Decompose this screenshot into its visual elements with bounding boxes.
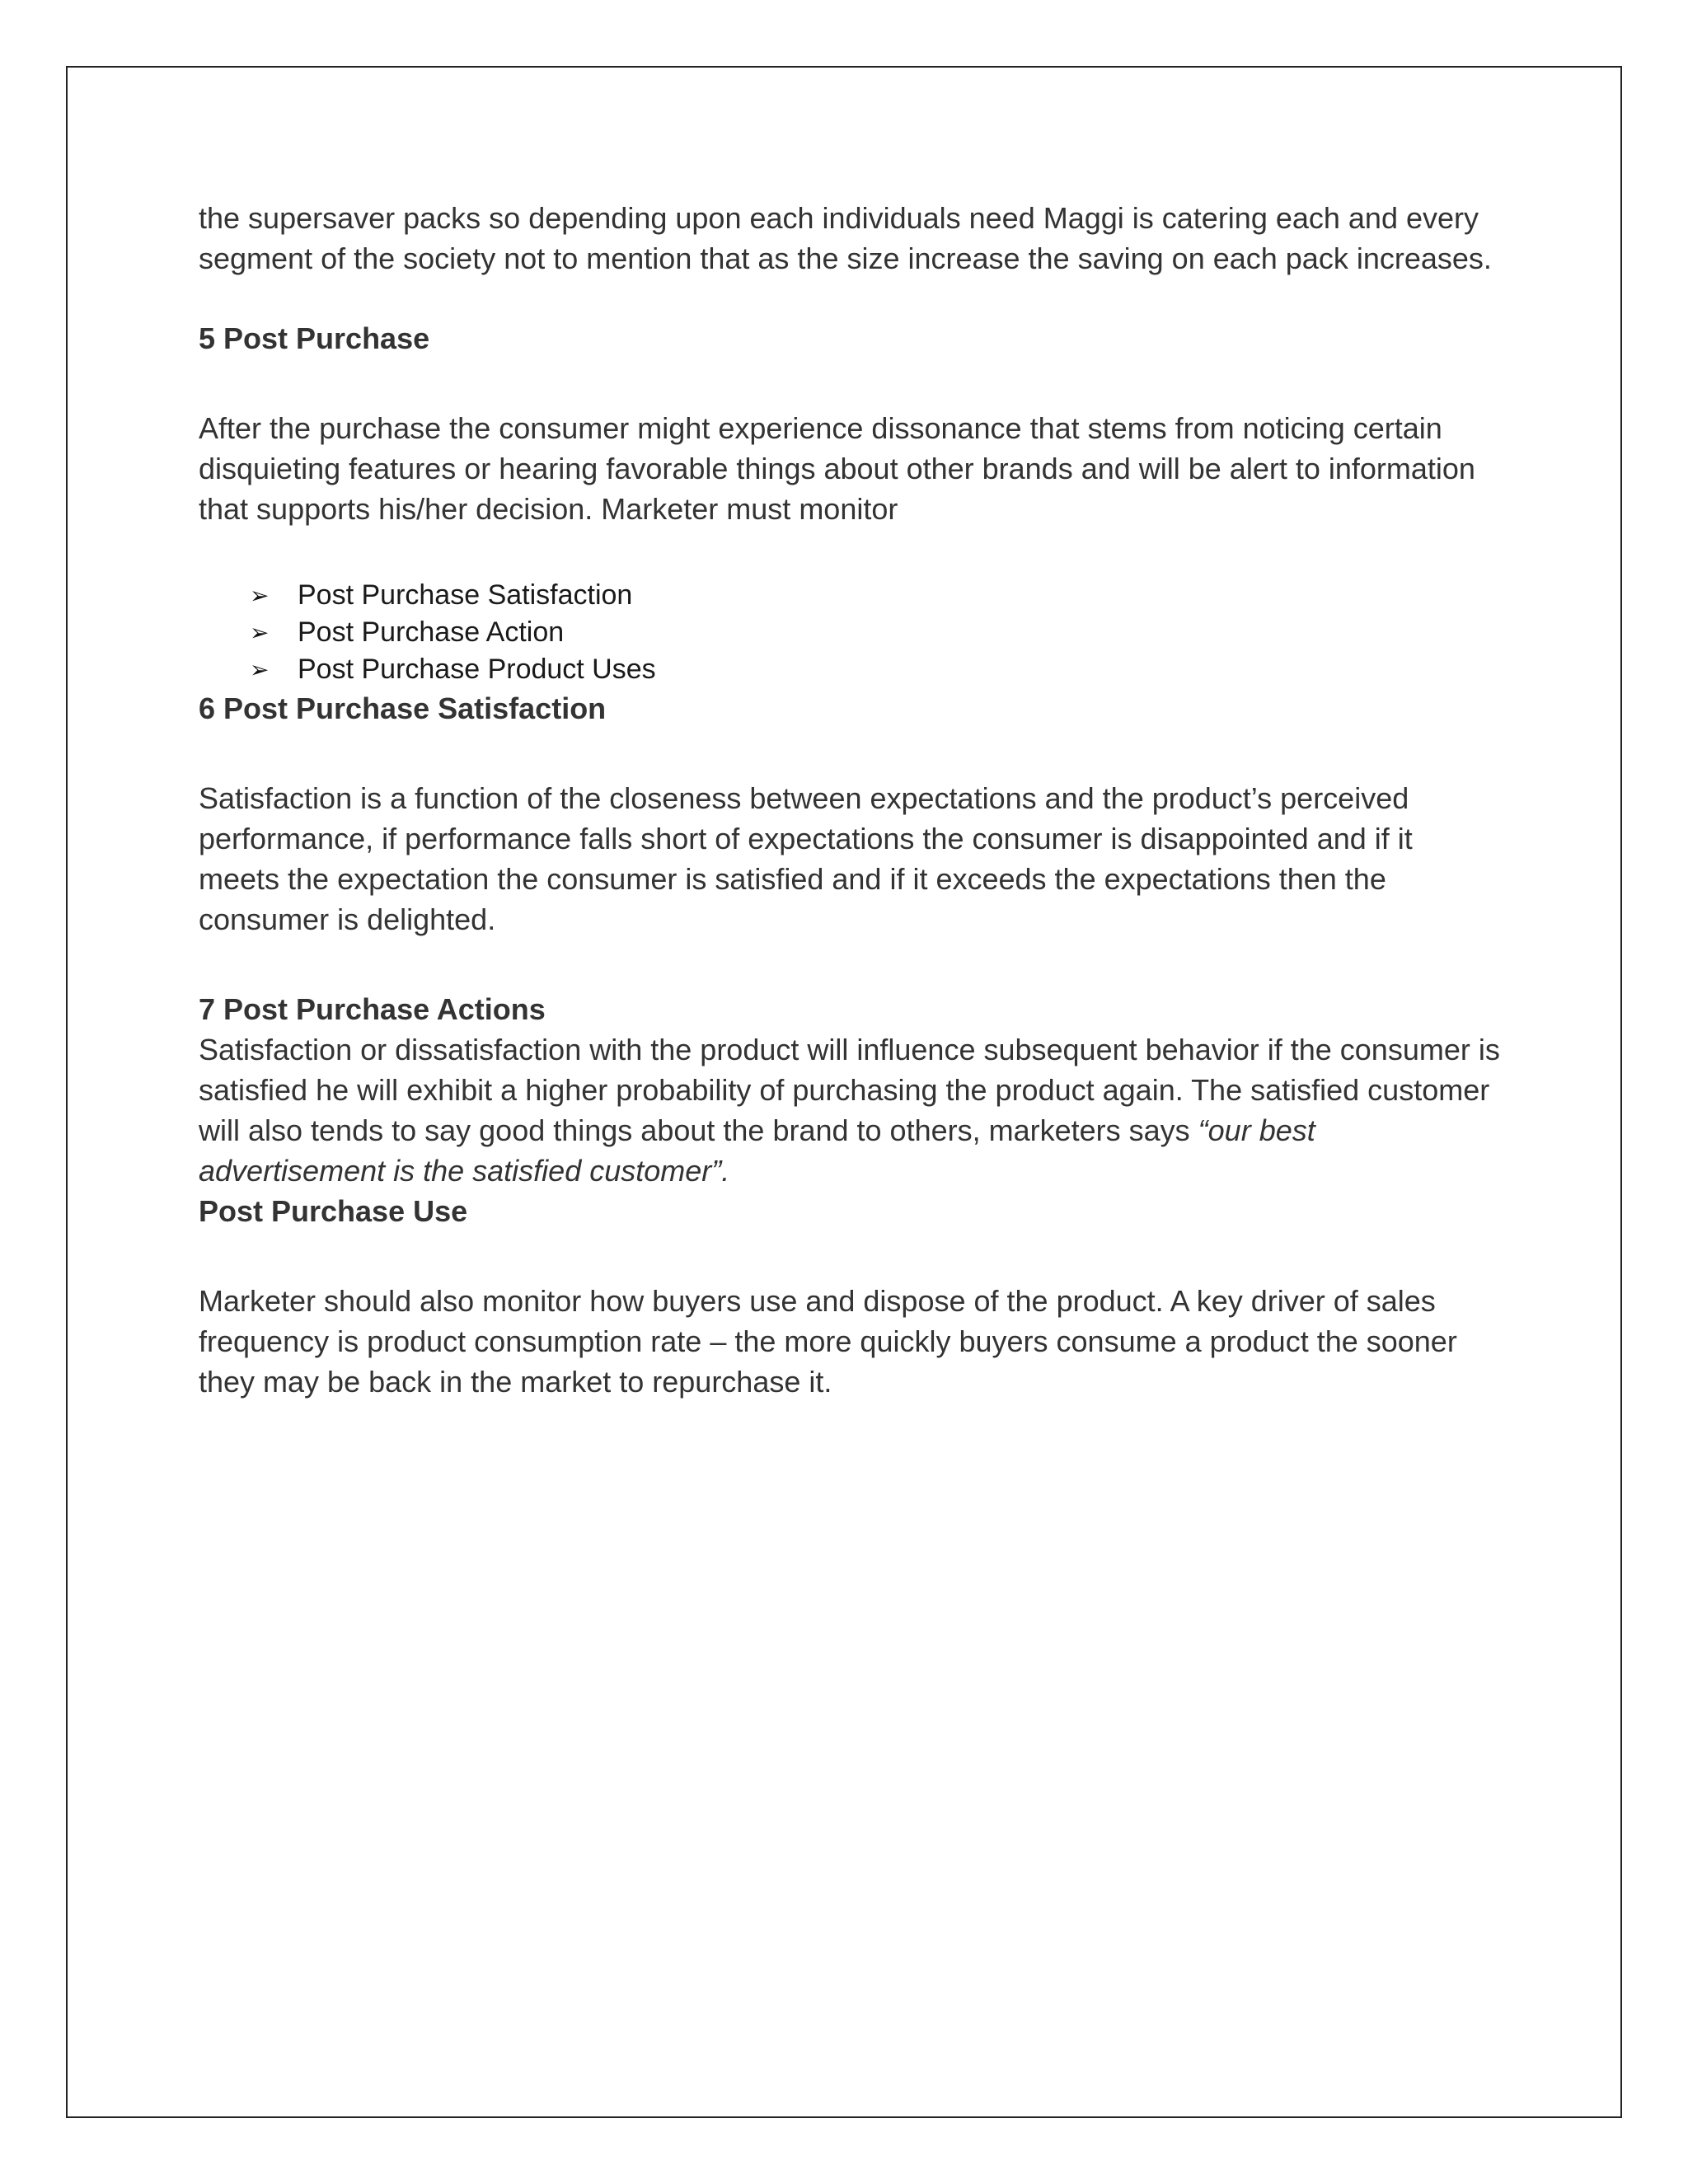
list-item-label: Post Purchase Action <box>298 616 565 648</box>
section-7-text: Satisfaction or dissatisfaction with the product will influence subsequent behavior if the consumer is satisfied he will exhibit a higher probability of purchasing the product again. The satisfied customer will also tends to say good things about the brand to others, marketers says <box>199 1033 1500 1147</box>
arrow-bullet-icon: ➢ <box>250 619 270 646</box>
list-item <box>250 614 1501 651</box>
list-item <box>250 577 1501 614</box>
list-item-label: Post Purchase Satisfaction <box>298 579 633 611</box>
section-8-paragraph: Marketer should also monitor how buyers use and dispose of the product. A key driver of sales frequency is product consumption rate – the more quickly buyers consume a product the sooner they may be back in the market to repurchase it. <box>199 1284 1457 1399</box>
section-5-heading: 5 Post Purchase <box>199 321 430 355</box>
section-7-heading: 7 Post Purchase Actions <box>199 992 546 1026</box>
section-5-paragraph: After the purchase the consumer might experience dissonance that stems from noticing certain disquieting features or hearing favorable things about other brands and will be alert to information that supports his/her decision. Marketer must monitor <box>199 411 1475 526</box>
arrow-bullet-icon: ➢ <box>250 656 270 683</box>
list-item <box>250 651 1501 688</box>
section-7-paragraph <box>199 1029 1501 1191</box>
section-7-quote: “our best advertisement is the satisfied customer”. <box>199 1113 1315 1188</box>
list-item-label: Post Purchase Product Uses <box>298 654 656 685</box>
document-body <box>199 198 1501 1402</box>
section-6-paragraph: Satisfaction is a function of the closeness between expectations and the product’s perceived performance, if performance falls short of expectations the consumer is disappointed and if it meets the expectation the consumer is satisfied and if it exceeds the expectations then the consumer is delighted. <box>199 781 1413 936</box>
monitor-list <box>199 577 1501 688</box>
arrow-bullet-icon: ➢ <box>250 582 270 609</box>
section-8-heading: Post Purchase Use <box>199 1194 468 1228</box>
section-6-heading: 6 Post Purchase Satisfaction <box>199 691 607 725</box>
intro-paragraph: the supersaver packs so depending upon each individuals need Maggi is catering each and every segment of the society not to mention that as the size increase the saving on each pack increases. <box>199 201 1492 275</box>
